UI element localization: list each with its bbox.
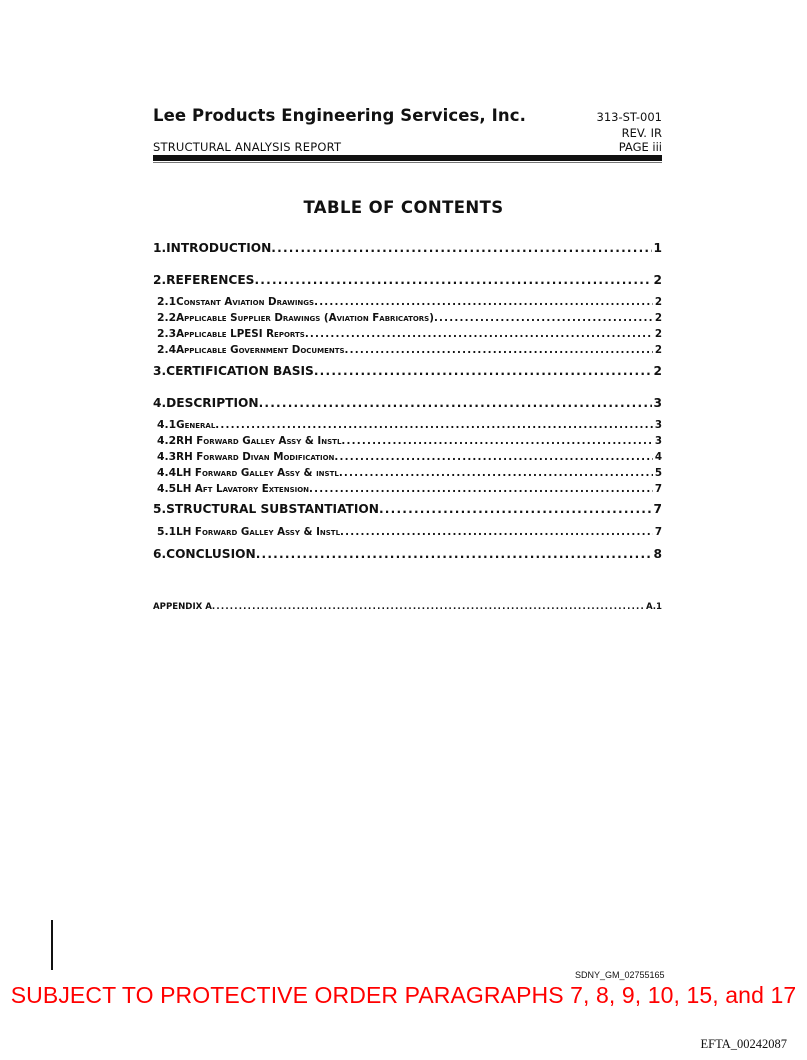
toc-entry-number: 1. xyxy=(153,241,167,255)
protective-order-notice: SUBJECT TO PROTECTIVE ORDER PARAGRAPHS 7, 8, 9, 10, 15, and 17 xyxy=(10,982,797,1008)
toc-entry[interactable] xyxy=(153,343,662,356)
toc-entry-text: INTRODUCTION xyxy=(166,241,272,255)
efta-number: EFTA_00242087 xyxy=(700,1037,787,1051)
toc-leader-dots xyxy=(379,502,652,516)
toc-entry-text: DESCRIPTION xyxy=(166,396,259,410)
company-name: Lee Products Engineering Services, Inc. xyxy=(153,106,526,125)
toc-leader-dots xyxy=(314,296,653,308)
toc-title: TABLE OF CONTENTS xyxy=(303,198,504,217)
toc-entry-number: 6. xyxy=(153,547,167,561)
toc-entry-page: 2 xyxy=(654,328,662,340)
toc-entry[interactable] xyxy=(153,311,662,324)
toc-entry-page: 2 xyxy=(653,364,662,378)
toc-entry-page: 3 xyxy=(653,396,662,410)
toc-entry[interactable] xyxy=(153,364,662,378)
toc-entry-number: 2.3 xyxy=(157,327,177,340)
header-rule-thick xyxy=(153,155,662,161)
toc-entry-page: 2 xyxy=(654,296,662,308)
toc-entry-page: 3 xyxy=(654,435,662,447)
toc-entry-page: 7 xyxy=(654,526,662,538)
toc-entry-number: 2.1 xyxy=(157,295,177,308)
toc-leader-dots xyxy=(340,526,653,538)
toc-entry-page: A.1 xyxy=(645,602,662,612)
toc-entry[interactable] xyxy=(153,273,662,287)
toc-entry-number: 2.2 xyxy=(157,311,177,324)
toc-entry-number: 4.2 xyxy=(157,434,177,447)
toc-leader-dots xyxy=(434,312,653,324)
toc-entry[interactable] xyxy=(153,434,662,447)
toc-leader-dots xyxy=(305,328,653,340)
toc-entry-text: CONCLUSION xyxy=(166,547,256,561)
toc-entry-number: 4.5 xyxy=(157,482,177,495)
toc-entry-number: 5. xyxy=(153,502,167,516)
toc-entry-number: 4.1 xyxy=(157,418,177,431)
toc-entry-text: Applicable LPESI Reports xyxy=(176,328,305,340)
toc-entry-page: 2 xyxy=(654,312,662,324)
toc-leader-dots xyxy=(339,467,653,479)
toc-leader-dots xyxy=(345,344,653,356)
header-rule-thin xyxy=(153,162,662,163)
page-number: PAGE iii xyxy=(618,140,662,154)
toc-leader-dots xyxy=(212,602,644,612)
toc-entry-page: 7 xyxy=(654,483,662,495)
toc-leader-dots xyxy=(271,241,651,255)
revision: REV. IR xyxy=(621,126,662,140)
report-title: STRUCTURAL ANALYSIS REPORT xyxy=(153,140,342,154)
toc-entry-text: Applicable Government Documents xyxy=(176,344,345,356)
document-number: 313-ST-001 xyxy=(596,110,662,124)
toc-entry-text: LH Forward Galley Assy & Instl xyxy=(176,526,341,538)
toc-entry[interactable] xyxy=(153,547,662,561)
toc-entry[interactable] xyxy=(153,241,662,255)
toc-entry-number: 4. xyxy=(153,396,167,410)
toc-entry[interactable] xyxy=(153,525,662,538)
toc-entry-text: STRUCTURAL SUBSTANTIATION xyxy=(166,502,379,516)
toc-entry-text: APPENDIX A xyxy=(153,602,212,612)
toc-leader-dots xyxy=(309,483,653,495)
toc-entry-text: RH Forward Galley Assy & Instl xyxy=(176,435,342,447)
toc-entry-number: 3. xyxy=(153,364,167,378)
bates-number: SDNY_GM_02755165 xyxy=(575,970,665,980)
toc-leader-dots xyxy=(314,364,652,378)
margin-scan-line xyxy=(51,920,53,970)
toc-leader-dots xyxy=(256,547,652,561)
toc-leader-dots xyxy=(254,273,651,287)
toc-leader-dots xyxy=(259,396,652,410)
toc-leader-dots xyxy=(341,435,652,447)
toc-entry-page: 2 xyxy=(654,344,662,356)
toc-entry-text: RH Forward Divan Modification xyxy=(176,451,335,463)
toc-entry-page: 4 xyxy=(654,451,662,463)
toc-entry[interactable] xyxy=(153,327,662,340)
toc-entry[interactable] xyxy=(153,502,662,516)
toc-entry-page: 8 xyxy=(653,547,662,561)
toc-leader-dots xyxy=(334,451,652,463)
toc-entry-number: 2.4 xyxy=(157,343,177,356)
toc-entry-text: Applicable Supplier Drawings (Aviation Fabricators) xyxy=(176,312,434,324)
toc-entry[interactable] xyxy=(153,295,662,308)
toc-entry-text: LH Forward Galley Assy & instl xyxy=(176,467,339,479)
toc-entry[interactable] xyxy=(153,396,662,410)
toc-entry-text: Constant Aviation Drawings xyxy=(176,296,315,308)
toc-entry-text: LH Aft Lavatory Extension xyxy=(176,483,310,495)
toc-entry-page: 5 xyxy=(654,467,662,479)
toc-entry-page: 1 xyxy=(653,241,662,255)
toc-entry-page: 7 xyxy=(653,502,662,516)
toc-entry-text: CERTIFICATION BASIS xyxy=(166,364,314,378)
toc-entry-number: 5.1 xyxy=(157,525,177,538)
toc-leader-dots xyxy=(215,419,653,431)
toc-entry[interactable] xyxy=(153,450,662,463)
toc-entry-text: General xyxy=(176,419,216,431)
toc-entry-number: 4.4 xyxy=(157,466,177,479)
toc-entry[interactable] xyxy=(153,482,662,495)
toc-entry-number: 2. xyxy=(153,273,167,287)
toc-entry-text: REFERENCES xyxy=(166,273,255,287)
toc-entry-number: 4.3 xyxy=(157,450,177,463)
toc-entry-page: 2 xyxy=(653,273,662,287)
toc-appendix-entry[interactable] xyxy=(153,602,662,612)
toc-entry-page: 3 xyxy=(654,419,662,431)
toc-entry[interactable] xyxy=(153,466,662,479)
toc-entry[interactable] xyxy=(153,418,662,431)
